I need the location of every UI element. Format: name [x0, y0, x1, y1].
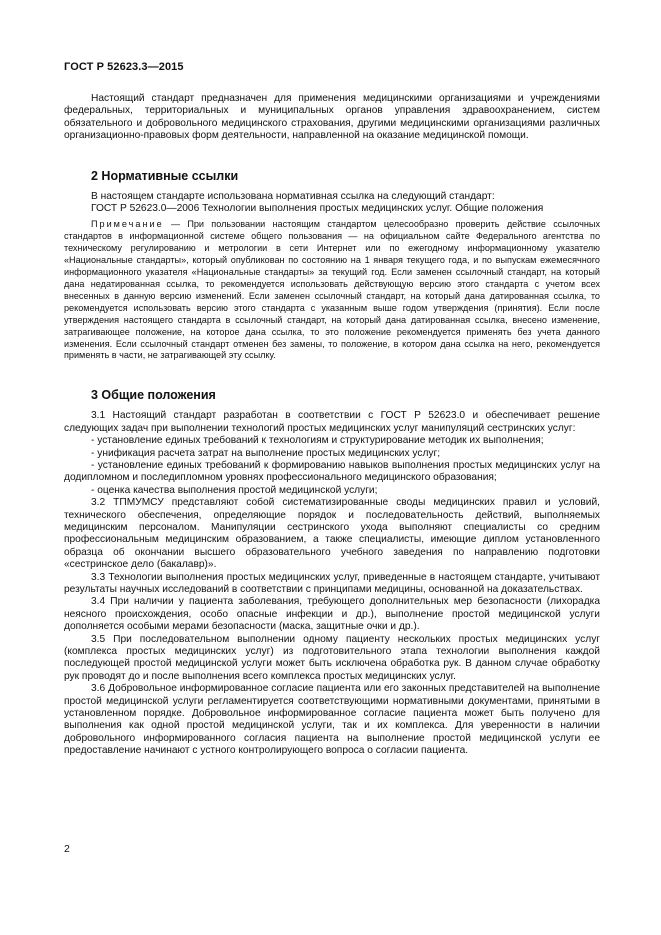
bullet-item: - установление единых требований к технологиям и структурирование методик их выполнения;	[91, 435, 544, 447]
note-paragraph	[64, 219, 600, 362]
page-number: 2	[64, 843, 70, 855]
section-3-title: 3 Общие положения	[91, 388, 216, 403]
paragraph-3-5: 3.5 При последовательном выполнении одному пациенту нескольких простых медицинских услуг (комплекса простых медицинских услуг) из подготовительного этапа технологии выполнения каждой последующей простой медицинской услуги может быть исключена обработка рук. В данном случае обработку рук проводят до и после выполнения всего комплекса простых медицинских услуг.	[64, 633, 600, 682]
paragraph-3-2: 3.2 ТПМУМСУ представляют собой систематизированные своды медицинских правил и условий, технического обеспечения, определяющие порядок и последовательность действий, выполняемых медицинским персоналом. Манипуляции сестринского ухода выполняют специалисты со средним профессиональным медицинским образованием, а также специалисты, имеющие диплом установленного образца об окончании высшего образовательного учебного заведения по направлению подготовки «сестринское дело (бакалавр)».	[64, 497, 600, 571]
paragraph-3-1: 3.1 Настоящий стандарт разработан в соответствии с ГОСТ Р 52623.0 и обеспечивает решение следующих задач при выполнении технологий простых медицинских услуг манипуляций сестринских услуг:	[64, 410, 600, 434]
section-2-paragraph-1: В настоящем стандарте использована нормативная ссылка на следующий стандарт:	[91, 190, 495, 202]
intro-paragraph: Настоящий стандарт предназначен для применения медицинскими организациями и учреждениями федеральных, территориальных и муниципальных органов управления здравоохранением, систем обязательного и добровольного медицинского страхования, другими медицинскими организациями различных организационно-правовых форм деятельности, направленной на оказание медицинской помощи.	[64, 93, 600, 142]
paragraph-3-4: 3.4 При наличии у пациента заболевания, требующего дополнительных мер безопасности (лихорадка неясного происхождения, особо опасные инфекции и др.), выполнение простой медицинской услуги дополняется особыми мерами безопасности (маска, защитные очки и др.).	[64, 596, 600, 633]
bullet-item: - установление единых требований к формированию навыков выполнения простых медицинских услуг на додипломном и последипломном уровнях профессионального медицинского образования;	[64, 459, 600, 484]
paragraph-3-6: 3.6 Добровольное информированное согласие пациента или его законных представителей на выполнение простой медицинской услуги регламентируется соответствующими нормативными документами, принятыми в установленном порядке. Добровольное информированное согласие пациента может быть получено для выполнения как одной простой медицинской услуги, так и их комплекса. Для уверенности в наличии добровольного информированного согласия пациента на выполнение простой медицинской услуги ее предоставление начинают с устного контролирующего вопроса о согласии пациента.	[64, 683, 600, 757]
bullet-item: - оценка качества выполнения простой медицинской услуги;	[91, 484, 378, 496]
section-2-paragraph-2: ГОСТ Р 52623.0—2006 Технологии выполнения простых медицинских услуг. Общие положения	[91, 203, 544, 215]
page-content	[64, 93, 600, 758]
section-2-title: 2 Нормативные ссылки	[91, 168, 239, 183]
note-text: — При пользовании настоящим стандартом целесообразно проверить действие ссылочных стандартов в информационной системе общего пользования — на официальном сайте Федерального агентства по техническому регулированию и метрологии в сети Интернет или по ежегодному информационному указателю «Национальные стандарты», который опубликован по состоянию на 1 января текущего года, и по выпускам ежемесячного информационного указателя «Национальные стандарты» за текущий год. Если заменен ссылочный стандарт, на который дана недатированная ссылка, то рекомендуется использовать действующую версию этого стандарта с учетом всех внесенных в данную версию изменений. Если заменен ссылочный стандарт, на который дана датированная ссылка, то рекомендуется использовать версию этого стандарта с указанным выше годом утверждения (принятия). Если после утверждения настоящего стандарта в ссылочный стандарт, на который дана датированная ссылка, внесено изменение, затрагивающее положение, на которое дана ссылка, то это положение рекомендуется применять без учета данного изменения. Если ссылочный стандарт отменен без замены, то положение, в котором дана ссылка на него, рекомендуется применять в части, не затрагивающей эту ссылку.	[64, 219, 600, 361]
document-code: ГОСТ Р 52623.3—2015	[64, 61, 184, 73]
paragraph-3-3: 3.3 Технологии выполнения простых медицинских услуг, приведенные в настоящем стандарте, учитывают результаты научных исследований в соответствии с принципами медицины, основанной на доказательствах.	[64, 571, 600, 595]
bullet-item: - унификация расчета затрат на выполнение простых медицинских услуг;	[91, 447, 441, 459]
note-label: Примечание	[91, 219, 164, 230]
